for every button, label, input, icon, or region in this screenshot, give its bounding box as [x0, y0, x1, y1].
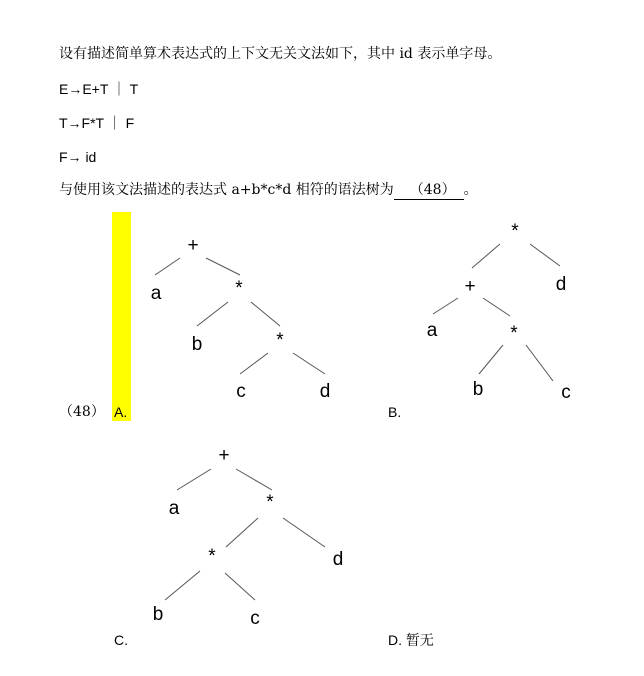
tree-a-edge	[206, 258, 240, 275]
tree-a-edge	[155, 258, 180, 275]
grammar-rule-t: T→F*T ｜ F	[59, 115, 135, 131]
tree-a-node-b: b	[191, 334, 203, 355]
tree-b-node-plus: +	[464, 276, 476, 297]
grammar-rule-e: E→E+T ｜ T	[59, 81, 139, 97]
prompt-text: 与使用该文法描述的表达式 a+b*c*d 相符的语法树为	[59, 182, 394, 198]
tree-c	[153, 445, 344, 629]
tree-b-edge	[526, 345, 553, 381]
answer-blank: （48）	[394, 181, 464, 200]
prompt-end: 。	[463, 182, 478, 198]
tree-c-node-mul2: *	[208, 546, 216, 567]
option-a-label: A.	[114, 404, 128, 420]
tree-a-node-d: d	[319, 381, 331, 402]
tree-a-node-mul2: *	[276, 330, 284, 351]
tree-a-edge	[293, 353, 325, 374]
option-d-text: 暂无	[405, 633, 434, 649]
question-number: （48）	[59, 404, 105, 420]
option-b-label: B.	[388, 404, 402, 420]
tree-c-node-c: c	[250, 608, 260, 629]
tree-c-edge	[226, 518, 258, 547]
tree-b-edge	[479, 345, 503, 374]
tree-a-node-c: c	[236, 381, 246, 402]
question-intro: 设有描述简单算术表达式的上下文无关文法如下，其中 id 表示单字母。	[59, 46, 502, 62]
tree-b-root: *	[511, 221, 519, 242]
tree-a-node-a: a	[150, 283, 162, 304]
tree-b	[427, 221, 571, 403]
tree-b-edge	[472, 244, 500, 268]
tree-a	[151, 235, 331, 402]
tree-c-edge	[283, 518, 325, 547]
tree-a-node-mul1: *	[235, 278, 243, 299]
tree-c-edge	[225, 573, 255, 600]
tree-a-edge	[197, 302, 228, 326]
tree-c-node-d: d	[332, 549, 344, 570]
tree-b-edge	[483, 298, 510, 316]
tree-b-node-a: a	[426, 320, 438, 341]
tree-b-node-c: c	[561, 382, 571, 403]
tree-a-edge	[251, 302, 280, 326]
tree-c-edge	[177, 469, 211, 490]
tree-b-edge	[433, 298, 458, 314]
tree-c-node-b: b	[152, 604, 164, 625]
tree-c-edge	[165, 571, 200, 600]
option-c-label: C.	[114, 632, 128, 648]
tree-c-node-a: a	[168, 498, 180, 519]
tree-b-edge	[530, 244, 560, 266]
tree-c-edge	[236, 469, 272, 490]
tree-b-node-mul: *	[510, 323, 518, 344]
grammar-rule-f: F→ id	[59, 149, 97, 165]
tree-b-node-b: b	[472, 379, 484, 400]
tree-c-root: +	[218, 445, 230, 466]
tree-c-node-mul1: *	[266, 492, 274, 513]
tree-b-node-d: d	[555, 274, 567, 295]
tree-a-root: +	[187, 235, 199, 256]
tree-a-edge	[240, 353, 268, 374]
option-d-letter: D.	[388, 632, 402, 648]
